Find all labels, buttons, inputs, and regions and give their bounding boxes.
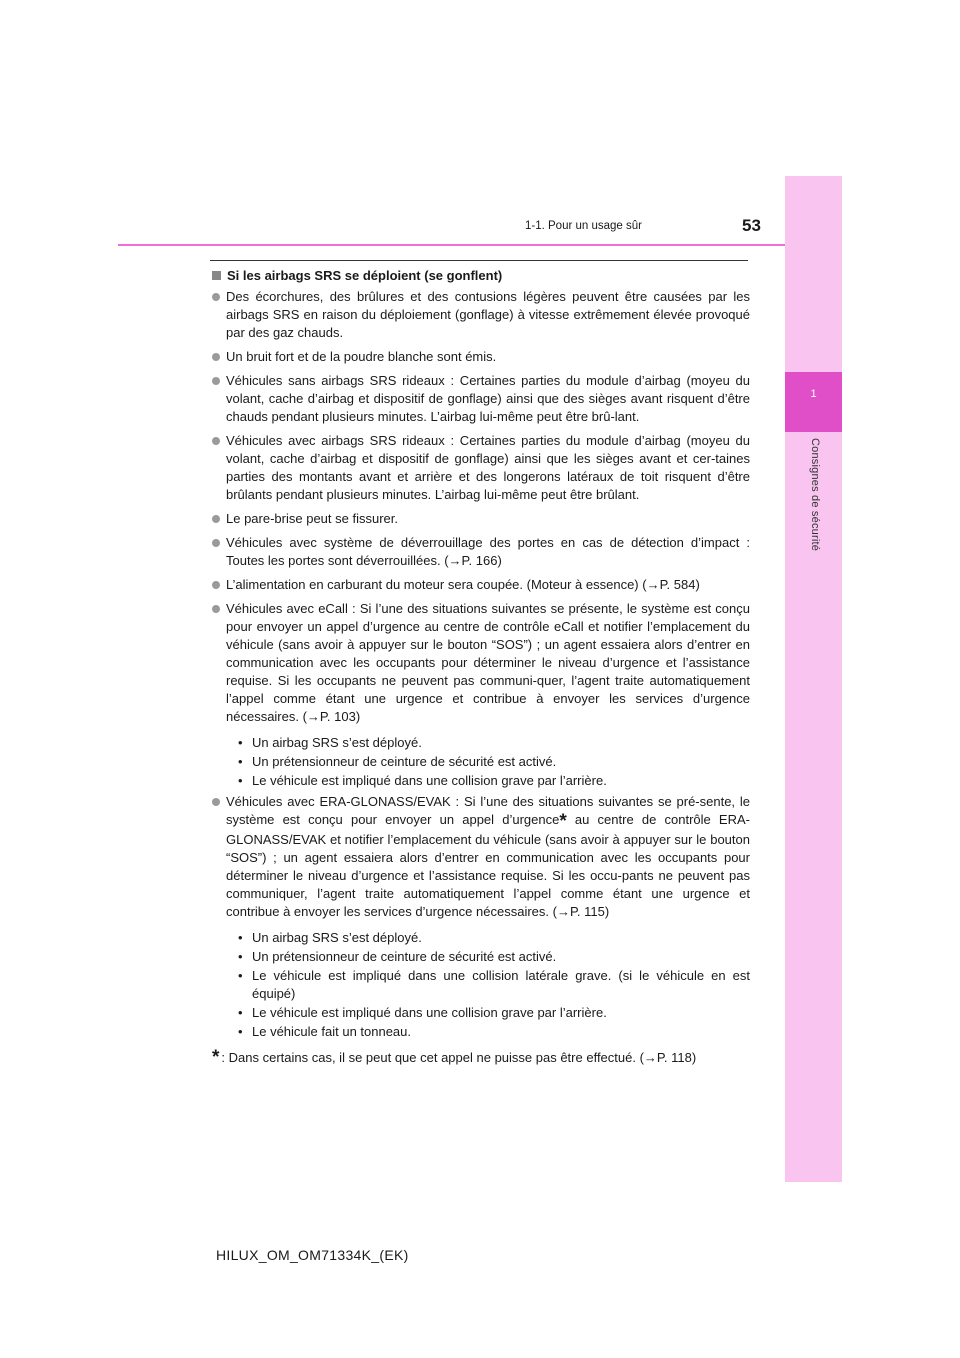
era-glonass-text-end: au centre de contrôle ERA-GLONASS/EVAK et notifier l’emplacement du véhicule (sans avoir à appuyer sur le bouton “SOS”) ; un agent essaiera alors d’entrer en communication avec les occupants pour déterminer le niveau d’urgence et l’assistance requise. Si les occu-pants ne peuvent pas communiquer, l’agent traite automatiquement l’appel comme étant une urgence et contribue à envoyer les services d’urgence nécessaires. (→P. 115) [226,812,750,919]
sub-list-item [238,753,750,771]
footnote [212,1049,750,1067]
header-rule [118,244,785,246]
footnote-text: : Dans certains cas, il se peut que cet appel ne puisse pas être effectué. (→P. 118) [221,1050,697,1065]
sub-bullet-icon: • [238,754,243,769]
list-item [212,432,750,504]
list-item [212,576,750,594]
bullet-dot-icon [212,377,220,385]
heading-square-icon [212,271,221,280]
page-content [212,267,750,1067]
list-item-text: Véhicules avec système de déverrouillage des portes en cas de détection d’impact : Toutes les portes sont déverrouillées. (→P. 166) [226,535,750,568]
section-title: 1-1. Pour un usage sûr [525,220,642,232]
chapter-number: 1 [810,388,817,400]
list-item-text: Le pare-brise peut se fissurer. [226,511,398,526]
list-item-text [226,793,750,921]
list-item [212,600,750,726]
bullet-dot-icon [212,798,220,806]
bullet-dot-icon [212,539,220,547]
bullet-dot-icon [212,581,220,589]
section-heading [212,267,750,285]
page-number: 53 [742,216,761,235]
sub-list-item-text: Le véhicule est impliqué dans une collision grave par l’arrière. [252,1005,607,1020]
sub-list-item-text: Le véhicule est impliqué dans une collision latérale grave. (si le véhicule en est équipé) [252,968,750,1001]
list-item-text: Des écorchures, des brûlures et des contusions légères peuvent être causées par les airbags SRS en raison du déploiement (gonflage) à vitesse extrêmement élevée provoqué par des gaz chauds. [226,289,750,340]
chapter-side-tab [785,176,842,1182]
chapter-title: Consignes de sécurité [809,438,821,552]
sub-list-item [238,929,750,947]
list-item-text: L’alimentation en carburant du moteur sera coupée. (Moteur à essence) (→P. 584) [226,577,700,592]
sub-list-item [238,1023,750,1041]
footnote-star-ref: * [559,811,567,832]
list-item [212,348,750,366]
sub-list-ecall [238,734,750,790]
content-rule [210,260,748,261]
sub-list-item [238,948,750,966]
sub-list-item [238,734,750,752]
bullet-dot-icon [212,293,220,301]
sub-bullet-icon: • [238,968,243,983]
list-item-text: Véhicules avec eCall : Si l’une des situations suivantes se présente, le système est conçu pour envoyer un appel d’urgence au centre de contrôle eCall et notifier l’emplacement du véhicule (sans avoir à appuyer sur le bouton “SOS”) ; un agent essaiera alors d’entrer en communication avec les occupants pour déterminer le niveau d’urgence et l’assistance requise. Si les occupants ne peuvent pas communi-quer, l’agent traite automatiquement l’appel comme étant une urgence et contribue à envoyer les services d’urgence nécessaires. (→P. 103) [226,601,750,724]
sub-list-item [238,1004,750,1022]
era-glonass-text-start: Véhicules avec ERA-GLONASS/EVAK : Si l’une des situations suivantes se pré-sente, le système est conçu pour envoyer un appel d’urgence [226,794,750,827]
bullet-dot-icon [212,437,220,445]
sub-list-era-glonass [238,929,750,1041]
bullet-dot-icon [212,515,220,523]
footnote-star-icon: * [212,1047,220,1068]
sub-list-item-text: Un prétensionneur de ceinture de sécurité est activé. [252,754,557,769]
list-item [212,372,750,426]
list-item [212,288,750,342]
sub-bullet-icon: • [238,949,243,964]
list-item-text: Un bruit fort et de la poudre blanche sont émis. [226,349,497,364]
sub-bullet-icon: • [238,1005,243,1020]
list-item-text: Véhicules sans airbags SRS rideaux : Certaines parties du module d’airbag (moyeu du volant, cache d’airbag et dispositif de gonflage) ainsi que des sièges avant risquent d’être chauds pendant plusieurs minutes. L’airbag lui-même peut être brû-lant. [226,373,750,424]
bullet-dot-icon [212,353,220,361]
list-item [212,510,750,528]
sub-list-item-text: Un prétensionneur de ceinture de sécurité est activé. [252,949,557,964]
sub-bullet-icon: • [238,930,243,945]
list-item-text: Véhicules avec airbags SRS rideaux : Certaines parties du module d’airbag (moyeu du volant, cache d’airbag et dispositif de gonflage) ainsi que les sièges avant et cer-taines parties des montants avant et arrière et des longerons latéraux de toit risquent d’être brûlants pendant plusieurs minutes. L’airbag lui-même peut être brûlant. [226,433,750,502]
bullet-dot-icon [212,605,220,613]
sub-bullet-icon: • [238,1024,243,1039]
sub-bullet-icon: • [238,735,243,750]
sub-list-item-text: Le véhicule fait un tonneau. [252,1024,412,1039]
sub-list-item-text: Un airbag SRS s’est déployé. [252,930,422,945]
sub-list-item-text: Le véhicule est impliqué dans une collision grave par l’arrière. [252,773,607,788]
sub-list-item [238,967,750,1003]
sub-list-item [238,772,750,790]
sub-bullet-icon: • [238,773,243,788]
list-item [212,534,750,570]
footer-model-code: HILUX_OM_OM71334K_(EK) [216,1247,409,1263]
heading-text: Si les airbags SRS se déploient (se gonflent) [227,268,503,283]
sub-list-item-text: Un airbag SRS s’est déployé. [252,735,422,750]
list-item [212,793,750,921]
chapter-tab-active[interactable] [785,372,842,432]
